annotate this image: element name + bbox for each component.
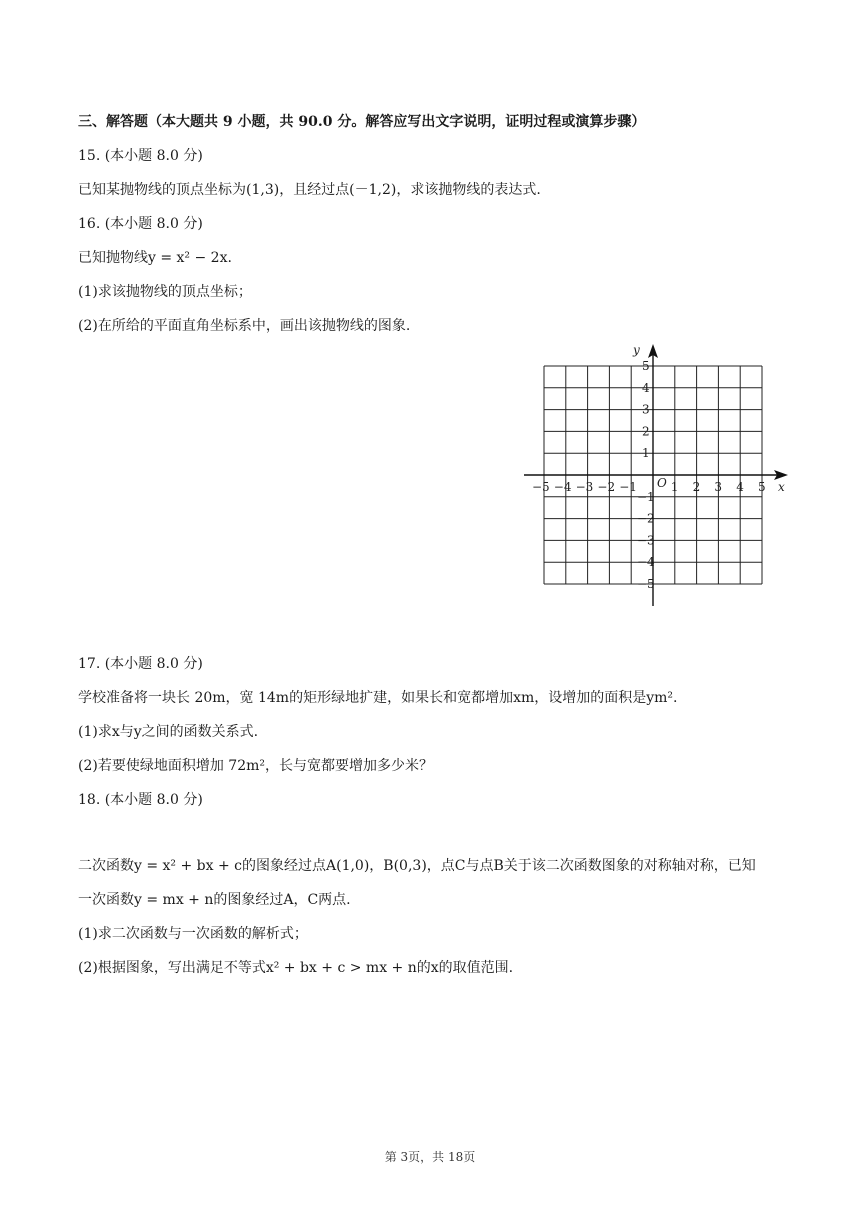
x-tick-label: −4	[553, 480, 572, 494]
x-tick-label: 5	[758, 480, 766, 494]
y-tick-label: −1	[637, 489, 655, 504]
problem-18-part-2: (2)根据图象，写出满足不等式x² + bx + c > mx + n的x的取值范围.	[78, 960, 514, 976]
x-tick-label: 2	[692, 480, 701, 494]
x-tick-label: 3	[714, 480, 723, 494]
y-tick-label: −3	[637, 533, 655, 548]
x-tick-label: −3	[575, 480, 594, 494]
origin-label: O	[657, 476, 667, 490]
y-axis-label: y	[633, 343, 640, 357]
x-tick-label: −2	[597, 480, 616, 494]
y-tick-label: 4	[642, 380, 650, 395]
problem-18-header: 18. (本小题 8.0 分)	[78, 792, 203, 808]
y-tick-label: −4	[637, 555, 655, 570]
x-tick-label: −5	[532, 480, 550, 494]
problem-16-part-2: (2)在所给的平面直角坐标系中，画出该抛物线的图象.	[78, 318, 411, 334]
y-tick-label: 3	[642, 402, 650, 417]
problem-16-header: 16. (本小题 8.0 分)	[78, 216, 203, 232]
y-tick-label: −5	[637, 577, 655, 591]
section-heading: 三、解答题（本大题共 9 小题，共 90.0 分。解答应写出文字说明，证明过程或演算步骤）	[78, 114, 646, 130]
x-tick-label: 1	[670, 480, 679, 494]
problem-16-text: 已知抛物线y = x² − 2x.	[78, 250, 232, 266]
x-axis-label: x	[778, 480, 785, 494]
page-footer: 第 3页，共 18页	[384, 1150, 476, 1164]
problem-18-part-1: (1)求二次函数与一次函数的解析式；	[78, 926, 308, 942]
y-tick-label: 2	[642, 424, 650, 439]
problem-17-header: 17. (本小题 8.0 分)	[78, 656, 203, 672]
x-tick-label: −1	[619, 480, 637, 494]
problem-17-part-2: (2)若要使绿地面积增加 72m²，长与宽都要增加多少米？	[78, 758, 433, 774]
problem-15-header: 15. (本小题 8.0 分)	[78, 148, 203, 164]
problem-15-text: 已知某抛物线的顶点坐标为(1,3)，且经过点(－1,2)，求该抛物线的表达式.	[78, 182, 541, 198]
y-tick-label: 1	[642, 446, 650, 461]
coordinate-grid-figure	[520, 340, 790, 610]
y-tick-label: 5	[642, 359, 650, 373]
problem-18-text-2: 一次函数y = mx + n的图象经过A，C两点.	[78, 892, 351, 908]
problem-18-text-1: 二次函数y = x² + bx + c的图象经过点A(1,0)，B(0,3)，点C与点B关于该二次函数图象的对称轴对称，已知	[78, 858, 756, 874]
problem-17-part-1: (1)求x与y之间的函数关系式.	[78, 724, 259, 740]
y-tick-label: −2	[637, 511, 655, 526]
problem-16-part-1: (1)求该抛物线的顶点坐标；	[78, 284, 252, 300]
x-tick-label: 4	[736, 480, 744, 494]
problem-17-text: 学校准备将一块长 20m，宽 14m的矩形绿地扩建，如果长和宽都增加xm，设增加的面积是ym².	[78, 690, 678, 706]
